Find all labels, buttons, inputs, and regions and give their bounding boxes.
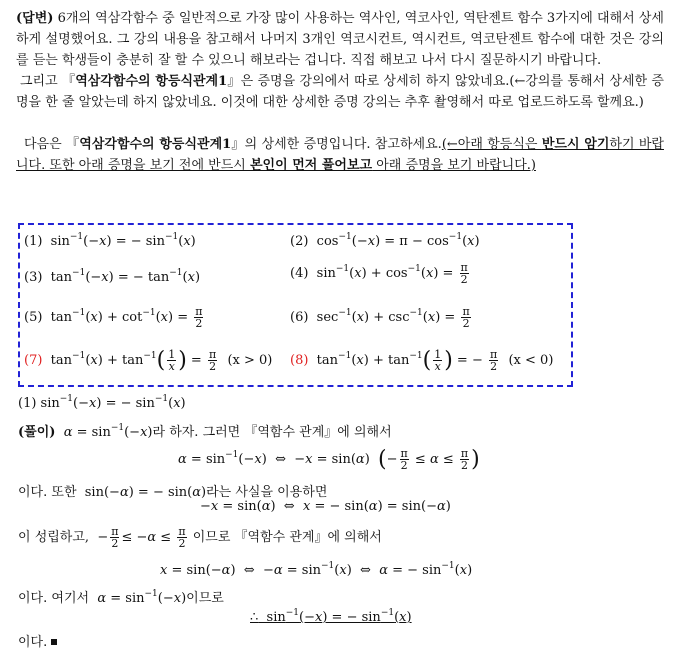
proof-line-2-text: 이다. 또한 xyxy=(18,485,77,500)
formula-5-num: (5) xyxy=(24,310,43,325)
proof-conclusion: ∴ $\sin^{-1}(-x)$ = − $\sin^{-1}(x)$ xyxy=(250,608,412,625)
frac-pi-2: $\frac{\pi}{2}$ xyxy=(208,348,217,373)
p2-open: 그리고 『 xyxy=(20,74,76,89)
frac-1-x: $\frac{1}{x}$ xyxy=(168,348,176,373)
formula-3: (3) $\tan^{-1}(-x)$ = − $\tan^{-1}(x)$ xyxy=(24,268,201,285)
formula-1: (1) $\sin^{-1}(-x)$ = − $\sin^{-1}(x)$ xyxy=(24,232,196,249)
p3-note-c: 하기 바랍니다. 또한 아래 증명을 보기 전에 반드시 xyxy=(16,137,664,173)
frac-pi-2: $\frac{\pi}{2}$ xyxy=(111,525,119,550)
paragraph-3 xyxy=(16,134,664,176)
proof-line-3-text: 이 성립하고, xyxy=(18,530,90,545)
proof-line-4: 이다. 여기서 $\alpha = \sin^{-1}(-x)$이므로 xyxy=(18,589,224,606)
p3-text: 』의 상세한 증명입니다. 참고하세요. xyxy=(231,137,442,152)
formula-6: (6) $\sec^{-1}(x) + \csc^{-1}(x)$ = $\frac{\pi}{2}$ xyxy=(290,305,470,330)
proof-line-1: (풀이) $\alpha = \sin^{-1}(-x)$라 하자. 그러면 『역함수 관계』에 의해서 xyxy=(18,423,392,440)
frac-pi-2: $\frac{\pi}{2}$ xyxy=(460,261,468,286)
proof-line-3-tail: 이므로 『역함수 관계』에 의해서 xyxy=(192,530,382,545)
proof-end xyxy=(18,631,57,650)
frac-pi-2: $\frac{\pi}{2}$ xyxy=(400,447,408,472)
answer-text xyxy=(16,8,664,176)
p3-note-e: 아래 증명을 보기 바랍니다.) xyxy=(372,158,536,173)
proof-line-4-tail: 이므로 xyxy=(186,591,224,606)
answer-tag: (답변) xyxy=(16,11,54,26)
p3-note-a: (←아래 항등식은 xyxy=(441,137,542,152)
formula-4: (4) $\sin^{-1}(x) + \cos^{-1}(x)$ = $\frac{\pi}{2}$ xyxy=(290,261,468,286)
paragraph-1 xyxy=(16,8,664,71)
formula-8: (8) $\tan^{-1}(x) + \tan^{-1}$( $\frac{1}{x}$ ) = − $\frac{\pi}{2}$ (x < 0) xyxy=(290,348,554,373)
proof-eq-2: −x = sin(α) ⇔ x = − sin(α) = sin(−α) xyxy=(200,499,451,514)
proof-line-4-text: 이다. 여기서 xyxy=(18,591,90,606)
formula-1-num: (1) xyxy=(24,234,43,249)
frac-pi-2: $\frac{\pi}{2}$ xyxy=(178,525,186,550)
proof-title: (1) $\sin^{-1}(-x)$ = − $\sin^{-1}(x)$ xyxy=(18,394,186,411)
proof-line-1-text: 라 하자. 그러면 『역함수 관계』에 의해서 xyxy=(152,425,392,440)
therefore-symbol: ∴ xyxy=(250,610,259,625)
p3-note-d: 본인이 먼저 풀어보고 xyxy=(250,158,373,173)
paragraph-1-text: 6개의 역삼각함수 중 일반적으로 가장 많이 사용하는 역사인, 역코사인, 역탄젠트 함수 3가지에 대해서 상세하게 설명했어요. 그 강의 내용을 참고해서 나머지 3개인 역코시컨트, 역시컨트, 역코탄젠트 함수에 대한 것은 강의를 듣는 학생들이 충분히 잘 할 수 있으니 해보라는 겁니다. 직접 해보고 나서 다시 질문하시기 바랍니다. xyxy=(16,11,664,68)
formula-8-num: (8) xyxy=(290,353,309,368)
proof-title-num: (1) xyxy=(18,396,37,411)
qed-square-icon xyxy=(51,639,57,645)
formula-3-num: (3) xyxy=(24,270,43,285)
p2-text: 』은 증명을 강의에서 따로 상세히 하지 않았네요.(←강의를 통해서 상세한 증명을 한 줄 알았는데 하지 않았네요. 이것에 대한 상세한 증명 강의는 추후 촬영해서 따로 업로드하도록 할께요.) xyxy=(16,74,664,110)
proof-line-3: 이 성립하고, − $\frac{\pi}{2}$ ≤ −α ≤ $\frac{\pi}{2}$ 이므로 『역함수 관계』에 의해서 xyxy=(18,525,382,550)
formula-7: (7) $\tan^{-1}(x) + \tan^{-1}$( $\frac{1}{x}$ ) = $\frac{\pi}{2}$ (x > 0) xyxy=(24,348,273,373)
proof-eq-1: $\alpha = \sin^{-1}(-x)$ ⇔ −x = sin(α) (− $\frac{\pi}{2}$ ≤ α ≤ $\frac{\pi}{2}$ ) xyxy=(178,447,480,472)
solution-tag: (풀이) xyxy=(18,425,56,440)
frac-pi-2: $\frac{\pi}{2}$ xyxy=(195,305,203,330)
frac-pi-2: $\frac{\pi}{2}$ xyxy=(462,305,470,330)
formula-2-num: (2) xyxy=(290,234,309,249)
p2-title: 역삼각함수의 항등식관계1 xyxy=(75,74,228,89)
frac-1-x: $\frac{1}{x}$ xyxy=(434,348,442,373)
proof-eq-3: x = sin(−α) ⇔ $-\alpha = \sin^{-1}(x)$ ⇔ α = − $\sin^{-1}(x)$ xyxy=(160,561,473,578)
proof-line-2-tail: 라는 사실을 이용하면 xyxy=(206,485,328,500)
formula-5: (5) $\tan^{-1}(x) + \cot^{-1}(x)$ = $\frac{\pi}{2}$ xyxy=(24,305,203,330)
formula-4-num: (4) xyxy=(290,266,309,281)
p3-title: 역삼각함수의 항등식관계1 xyxy=(79,137,232,152)
p3-note-b: 반드시 암기 xyxy=(541,137,610,152)
proof-line-2: 이다. 또한 sin(−α) = − sin(α)라는 사실을 이용하면 xyxy=(18,485,328,500)
formula-8-condition: (x < 0) xyxy=(508,353,554,368)
p3-open: 다음은 『 xyxy=(24,137,80,152)
frac-pi-2: $\frac{\pi}{2}$ xyxy=(460,447,469,472)
frac-pi-2: $\frac{\pi}{2}$ xyxy=(489,348,498,373)
paragraph-2 xyxy=(16,71,664,113)
formula-6-num: (6) xyxy=(290,310,309,325)
formula-2: (2) $\cos^{-1}(-x) = \pi - \cos^{-1}(x)$ xyxy=(290,232,480,249)
formula-7-num: (7) xyxy=(24,353,43,368)
proof-end-text: 이다. xyxy=(18,635,48,650)
formula-7-condition: (x > 0) xyxy=(227,353,273,368)
